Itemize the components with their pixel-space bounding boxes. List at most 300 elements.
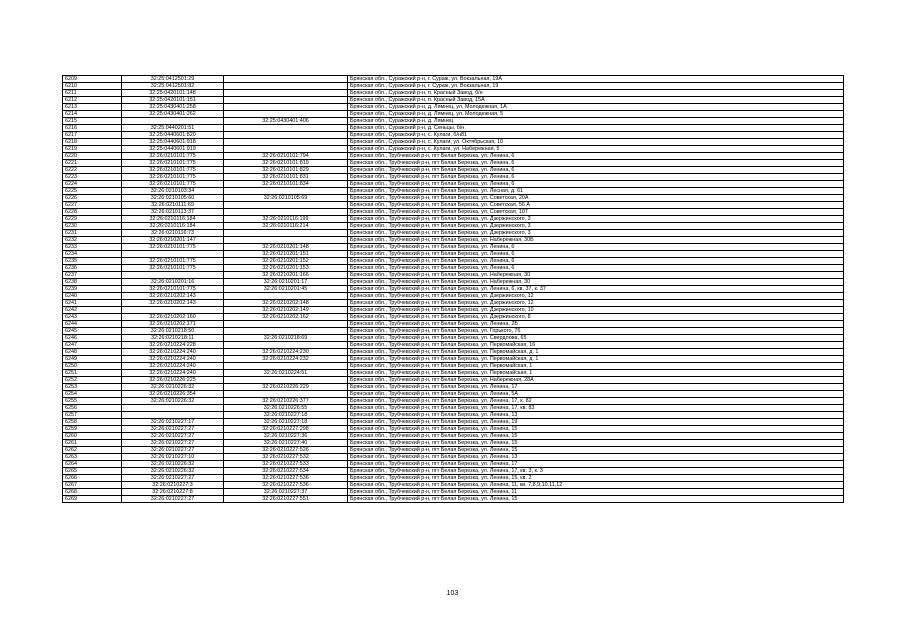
- object-cadastral-number-cell: 32:26:0210201:45: [224, 286, 348, 293]
- cadastral-number-cell: 32:26:0210226:32: [122, 461, 224, 468]
- row-number-cell: 6209: [63, 76, 122, 83]
- registry-table: [62, 75, 844, 503]
- object-cadastral-number-cell: 32:26:0210224:230: [224, 349, 348, 356]
- address-cell: Брянская обл., Трубчевский р-н, пгт Белая Березка, ул. Ленина, 15: [348, 496, 844, 503]
- address-cell: Брянская обл., Трубчевский р-н, пгт Белая Березка, ул. Ленина, 6: [348, 244, 844, 251]
- cadastral-number-cell: 32:26:0210101:775: [122, 265, 224, 272]
- address-cell: Брянская обл., Суражский р-н, д. Лямнец, ул. Молодежная, 5: [348, 111, 844, 118]
- cadastral-number-cell: 32:26:0210101:775: [122, 244, 224, 251]
- cadastral-number-cell: 32:26:0210116:73: [122, 230, 224, 237]
- object-cadastral-number-cell: [224, 132, 348, 139]
- address-cell: Брянская обл., Суражский р-н, г. Сураж, ул. Вокзальная, 19: [348, 83, 844, 90]
- address-cell: Брянская обл., Трубчевский р-н, пгт Белая Березка, ул. Ленина, 6, кв. 37, к. 37: [348, 286, 844, 293]
- object-cadastral-number-cell: 32:26:0210201:153: [224, 265, 348, 272]
- object-cadastral-number-cell: [224, 146, 348, 153]
- object-cadastral-number-cell: 32:26:0210227:18: [224, 419, 348, 426]
- object-cadastral-number-cell: [224, 328, 348, 335]
- cadastral-number-cell: 32:25:0440601:820: [122, 132, 224, 139]
- table-row: [63, 321, 844, 328]
- address-cell: Брянская обл., Трубчевский р-н, пгт Белая Березка, ул. Ленина, 15: [348, 447, 844, 454]
- row-number-cell: 6257: [63, 412, 122, 419]
- row-number-cell: 6224: [63, 181, 122, 188]
- cadastral-number-cell: 32:26:0210227:27: [122, 496, 224, 503]
- table-row: [63, 153, 844, 160]
- table-row: [63, 258, 844, 265]
- object-cadastral-number-cell: [224, 391, 348, 398]
- address-cell: Брянская обл., Суражский р-н, п. Красный Завод, 15А: [348, 97, 844, 104]
- object-cadastral-number-cell: 32:26:0210227:536: [224, 475, 348, 482]
- table-row: [63, 342, 844, 349]
- row-number-cell: 6253: [63, 384, 122, 391]
- row-number-cell: 6252: [63, 377, 122, 384]
- object-cadastral-number-cell: 32:26:0210101:829: [224, 167, 348, 174]
- address-cell: Брянская обл., Трубчевский р-н, пгт Белая Березка, ул. Ленина, 17, кв. 83: [348, 405, 844, 412]
- address-cell: Брянская обл., Трубчевский р-н, пгт Белая Березка, ул. Советская, 20А: [348, 195, 844, 202]
- row-number-cell: 6237: [63, 272, 122, 279]
- table-row: [63, 272, 844, 279]
- row-number-cell: 6214: [63, 111, 122, 118]
- address-cell: Брянская обл., Трубчевский р-н, пгт Белая Березка, ул. Лесная, д. 61: [348, 188, 844, 195]
- object-cadastral-number-cell: 32:26:0210201:17: [224, 279, 348, 286]
- cadastral-number-cell: 32:26:0210101:775: [122, 167, 224, 174]
- row-number-cell: 6217: [63, 132, 122, 139]
- table-row: [63, 412, 844, 419]
- table-row: [63, 90, 844, 97]
- object-cadastral-number-cell: 32:26:0210227:533: [224, 461, 348, 468]
- cadastral-number-cell: 32:25:0412501:29: [122, 76, 224, 83]
- object-cadastral-number-cell: [224, 237, 348, 244]
- table-row: [63, 482, 844, 489]
- cadastral-number-cell: 32:26:0210202:160: [122, 314, 224, 321]
- address-cell: Брянская обл., Трубчевский р-н, пгт Белая Березка, ул. Ленина, 17: [348, 384, 844, 391]
- cadastral-number-cell: 32:26:0210224:228: [122, 342, 224, 349]
- cadastral-number-cell: 32:25:0440601:919: [122, 146, 224, 153]
- row-number-cell: 6262: [63, 447, 122, 454]
- cadastral-number-cell: 32:26:0210224:240: [122, 356, 224, 363]
- address-cell: Брянская обл., Суражский р-н, с. Кулаги, ул. Октябрьская, 10: [348, 139, 844, 146]
- table-row: [63, 181, 844, 188]
- table-row: [63, 237, 844, 244]
- table-row: [63, 216, 844, 223]
- address-cell: Брянская обл., Трубчевский р-н, пгт Белая Березка, ул. Советская, 56 А: [348, 202, 844, 209]
- address-cell: Брянская обл., Трубчевский р-н, пгт Белая Березка, ул. Дзержинского, 12: [348, 300, 844, 307]
- object-cadastral-number-cell: [224, 342, 348, 349]
- object-cadastral-number-cell: 32:26:0210202:149: [224, 307, 348, 314]
- row-number-cell: 6215: [63, 118, 122, 125]
- row-number-cell: 6228: [63, 209, 122, 216]
- table-row: [63, 328, 844, 335]
- row-number-cell: 6267: [63, 482, 122, 489]
- address-cell: Брянская обл., Трубчевский р-н, пгт Белая Березка, ул. Ленина, 17, кв. 3, к. 3: [348, 468, 844, 475]
- row-number-cell: 6258: [63, 419, 122, 426]
- table-row: [63, 398, 844, 405]
- cadastral-number-cell: 32:25:0440201:51: [122, 125, 224, 132]
- cadastral-number-cell: 32:26:0210101:775: [122, 181, 224, 188]
- table-row: [63, 426, 844, 433]
- row-number-cell: 6236: [63, 265, 122, 272]
- row-number-cell: 6223: [63, 174, 122, 181]
- object-cadastral-number-cell: [224, 363, 348, 370]
- address-cell: Брянская обл., Суражский р-н, д. Лямнец: [348, 118, 844, 125]
- cadastral-number-cell: [122, 118, 224, 125]
- cadastral-number-cell: 32:25:0420101:148: [122, 90, 224, 97]
- address-cell: Брянская обл., Трубчевский р-н, пгт Белая Березка, ул. Дзержинского, 3: [348, 230, 844, 237]
- object-cadastral-number-cell: [224, 90, 348, 97]
- row-number-cell: 6235: [63, 258, 122, 265]
- row-number-cell: 6226: [63, 195, 122, 202]
- row-number-cell: 6255: [63, 398, 122, 405]
- object-cadastral-number-cell: 32:26:0210227:40: [224, 440, 348, 447]
- object-cadastral-number-cell: [224, 321, 348, 328]
- table-row: [63, 377, 844, 384]
- object-cadastral-number-cell: 32:26:0210202:162: [224, 314, 348, 321]
- table-row: [63, 461, 844, 468]
- row-number-cell: 6212: [63, 97, 122, 104]
- object-cadastral-number-cell: 32:26:0210227:551: [224, 496, 348, 503]
- table-row: [63, 160, 844, 167]
- table-row: [63, 363, 844, 370]
- object-cadastral-number-cell: [224, 104, 348, 111]
- cadastral-number-cell: 32:26:0210224:240: [122, 349, 224, 356]
- address-cell: Брянская обл., Трубчевский р-н, пгт Белая Березка, ул. Набережная, 28А: [348, 377, 844, 384]
- address-cell: Брянская обл., Суражский р-н, д. Сеньцы, б/н: [348, 125, 844, 132]
- row-number-cell: 6246: [63, 335, 122, 342]
- table-row: [63, 454, 844, 461]
- object-cadastral-number-cell: [224, 83, 348, 90]
- address-cell: Брянская обл., Трубчевский р-н, пгт Белая Березка, ул. Ленина, 13: [348, 454, 844, 461]
- address-cell: Брянская обл., Трубчевский р-н, пгт Белая Березка, ул. Дзержинского, 12: [348, 293, 844, 300]
- object-cadastral-number-cell: 32:26:0210201:151: [224, 251, 348, 258]
- table-row: [63, 118, 844, 125]
- row-number-cell: 6250: [63, 363, 122, 370]
- row-number-cell: 6234: [63, 251, 122, 258]
- cadastral-number-cell: 32:26:0210227:27: [122, 433, 224, 440]
- cadastral-number-cell: [122, 405, 224, 412]
- row-number-cell: 6245: [63, 328, 122, 335]
- cadastral-number-cell: 32:26:0210103:34: [122, 188, 224, 195]
- cadastral-number-cell: 32:25:0430401:258: [122, 104, 224, 111]
- cadastral-number-cell: 32:26:0210226:354: [122, 391, 224, 398]
- address-cell: Брянская обл., Трубчевский р-н, пгт Белая Березка, ул. Ленина, 15, кв. 2: [348, 475, 844, 482]
- cadastral-number-cell: 32:26:0210226:32: [122, 398, 224, 405]
- address-cell: Брянская обл., Трубчевский р-н, пгт Белая Березка, ул. Дзержинского, 8: [348, 314, 844, 321]
- object-cadastral-number-cell: 32:26:0210224:51: [224, 370, 348, 377]
- table-row: [63, 314, 844, 321]
- address-cell: Брянская обл., Трубчевский р-н, пгт Белая Березка, ул. Советская, 107: [348, 209, 844, 216]
- cadastral-number-cell: [122, 412, 224, 419]
- object-cadastral-number-cell: 32:26:0210101:819: [224, 160, 348, 167]
- object-cadastral-number-cell: 32:26:0210201:166: [224, 272, 348, 279]
- table-row: [63, 391, 844, 398]
- object-cadastral-number-cell: [224, 202, 348, 209]
- object-cadastral-number-cell: [224, 111, 348, 118]
- object-cadastral-number-cell: [224, 139, 348, 146]
- cadastral-number-cell: 32:25:0440601:918: [122, 139, 224, 146]
- object-cadastral-number-cell: 32:26:0210101:834: [224, 181, 348, 188]
- object-cadastral-number-cell: 32:26:0210101:831: [224, 174, 348, 181]
- cadastral-number-cell: 32:26:0210227:27: [122, 440, 224, 447]
- table-row: [63, 286, 844, 293]
- address-cell: Брянская обл., Суражский р-н, с. Кулаги, ул. Набережная, 5: [348, 146, 844, 153]
- address-cell: Брянская обл., Трубчевский р-н, пгт Белая Березка, ул. Первомайская, 1: [348, 370, 844, 377]
- address-cell: Брянская обл., Трубчевский р-н, пгт Белая Березка, ул. Дзержинского, 3: [348, 216, 844, 223]
- row-number-cell: 6216: [63, 125, 122, 132]
- table-row: [63, 279, 844, 286]
- cadastral-number-cell: 32:26:0210116:184: [122, 216, 224, 223]
- row-number-cell: 6230: [63, 223, 122, 230]
- table-row: [63, 349, 844, 356]
- cadastral-number-cell: 32:26:0210224:240: [122, 363, 224, 370]
- cadastral-number-cell: [122, 251, 224, 258]
- table-row: [63, 433, 844, 440]
- cadastral-number-cell: 32:26:0210202:171: [122, 321, 224, 328]
- object-cadastral-number-cell: [224, 293, 348, 300]
- address-cell: Брянская обл., Трубчевский р-н, пгт Белая Березка, ул. Ленина, 6: [348, 160, 844, 167]
- address-cell: Брянская обл., Трубчевский р-н, пгт Белая Березка, ул. Первомайская, 16: [348, 342, 844, 349]
- row-number-cell: 6211: [63, 90, 122, 97]
- object-cadastral-number-cell: [224, 76, 348, 83]
- table-row: [63, 468, 844, 475]
- address-cell: Брянская обл., Трубчевский р-н, пгт Белая Березка, ул. Ленина, 6: [348, 258, 844, 265]
- row-number-cell: 6256: [63, 405, 122, 412]
- object-cadastral-number-cell: 32:26:0210227:536: [224, 482, 348, 489]
- object-cadastral-number-cell: [224, 97, 348, 104]
- row-number-cell: 6249: [63, 356, 122, 363]
- object-cadastral-number-cell: 32:25:0430401:406: [224, 118, 348, 125]
- cadastral-number-cell: 32:26:0210227:3: [122, 482, 224, 489]
- table-row: [63, 405, 844, 412]
- cadastral-number-cell: 32:26:0210116:184: [122, 223, 224, 230]
- address-cell: Брянская обл., Трубчевский р-н, пгт Белая Березка, ул. Ленина, 2Б: [348, 321, 844, 328]
- cadastral-number-cell: 32:26:0210227:17: [122, 419, 224, 426]
- cadastral-number-cell: 32:26:0210227:10: [122, 454, 224, 461]
- cadastral-number-cell: 32:26:0210105:60: [122, 195, 224, 202]
- address-cell: Брянская обл., Трубчевский р-н, пгт Белая Березка, ул. Ленина, 6: [348, 167, 844, 174]
- object-cadastral-number-cell: 32:26:0210202:148: [224, 300, 348, 307]
- table-row: [63, 447, 844, 454]
- object-cadastral-number-cell: [224, 188, 348, 195]
- address-cell: Брянская обл., Трубчевский р-н, пгт Белая Березка, ул. Дзержинского, 3: [348, 223, 844, 230]
- address-cell: Брянская обл., Суражский р-н, п. Красный Завод, б/н: [348, 90, 844, 97]
- table-row: [63, 97, 844, 104]
- object-cadastral-number-cell: 32:26:0210224:232: [224, 356, 348, 363]
- cadastral-number-cell: 32:26:0210101:775: [122, 153, 224, 160]
- row-number-cell: 6244: [63, 321, 122, 328]
- address-cell: Брянская обл., Трубчевский р-н, пгт Белая Березка, ул. Ленина, 15: [348, 440, 844, 447]
- table-row: [63, 244, 844, 251]
- cadastral-number-cell: 32:26:0210226:32: [122, 468, 224, 475]
- row-number-cell: 6261: [63, 440, 122, 447]
- object-cadastral-number-cell: 32:26:0210101:794: [224, 153, 348, 160]
- address-cell: Брянская обл., Трубчевский р-н, пгт Белая Березка, ул. Ленина, 6: [348, 251, 844, 258]
- address-cell: Брянская обл., Трубчевский р-н, пгт Белая Березка, ул. Ленина, 11: [348, 489, 844, 496]
- table-row: [63, 419, 844, 426]
- cadastral-number-cell: 32:26:0210227:27: [122, 475, 224, 482]
- row-number-cell: 6232: [63, 237, 122, 244]
- address-cell: Брянская обл., Трубчевский р-н, пгт Белая Березка, ул. Ленина, 6: [348, 153, 844, 160]
- row-number-cell: 6251: [63, 370, 122, 377]
- table-row: [63, 356, 844, 363]
- address-cell: Брянская обл., Трубчевский р-н, пгт Белая Березка, ул. Набережная, 30: [348, 279, 844, 286]
- table-row: [63, 489, 844, 496]
- row-number-cell: 6219: [63, 146, 122, 153]
- row-number-cell: 6241: [63, 300, 122, 307]
- object-cadastral-number-cell: 32:26:0210227:532: [224, 454, 348, 461]
- row-number-cell: 6266: [63, 475, 122, 482]
- object-cadastral-number-cell: 32:26:0210218:69: [224, 335, 348, 342]
- table-row: [63, 202, 844, 209]
- address-cell: Брянская обл., Трубчевский р-н, пгт Белая Березка, ул. Первомайская, д. 1: [348, 349, 844, 356]
- table-row: [63, 307, 844, 314]
- row-number-cell: 6220: [63, 153, 122, 160]
- cadastral-number-cell: 32:26:0210227:8: [122, 489, 224, 496]
- table-row: [63, 230, 844, 237]
- row-number-cell: 6247: [63, 342, 122, 349]
- object-cadastral-number-cell: [224, 377, 348, 384]
- address-cell: Брянская обл., Трубчевский р-н, пгт Белая Березка, ул. Свердлова, 65: [348, 335, 844, 342]
- cadastral-number-cell: 32:26:0210101:775: [122, 258, 224, 265]
- table-row: [63, 83, 844, 90]
- object-cadastral-number-cell: 32:26:0210116:199: [224, 216, 348, 223]
- address-cell: Брянская обл., Трубчевский р-н, пгт Белая Березка, ул. Ленина, 15: [348, 426, 844, 433]
- table-row: [63, 300, 844, 307]
- table-row: [63, 384, 844, 391]
- table-row: [63, 335, 844, 342]
- address-cell: Брянская обл., Трубчевский р-н, пгт Белая Березка, ул. Горького, 76: [348, 328, 844, 335]
- object-cadastral-number-cell: 32:26:0210201:148: [224, 244, 348, 251]
- table-row: [63, 370, 844, 377]
- row-number-cell: 6269: [63, 496, 122, 503]
- cadastral-number-cell: [122, 272, 224, 279]
- table-row: [63, 251, 844, 258]
- table-row: [63, 209, 844, 216]
- cadastral-number-cell: 32:26:0210202:143: [122, 293, 224, 300]
- address-cell: Брянская обл., Трубчевский р-н, пгт Белая Березка, ул. Ленина, 11, кв. 7,8,9,10,11,12: [348, 482, 844, 489]
- address-cell: Брянская обл., Суражский р-н, г. Сураж, ул. Вокзальная, 19А: [348, 76, 844, 83]
- object-cadastral-number-cell: 32:26:0210227:36: [224, 433, 348, 440]
- cadastral-number-cell: 32:26:0210201:16: [122, 279, 224, 286]
- table-row: [63, 188, 844, 195]
- cadastral-number-cell: 32:26:0210218:50: [122, 328, 224, 335]
- address-cell: Брянская обл., Трубчевский р-н, пгт Белая Березка, ул. Ленина, 19: [348, 419, 844, 426]
- cadastral-number-cell: 32:26:0210101:775: [122, 174, 224, 181]
- address-cell: Брянская обл., Трубчевский р-н, пгт Белая Березка, ул. Первомайская, 1: [348, 363, 844, 370]
- table-row: [63, 440, 844, 447]
- cadastral-number-cell: 32:26:0210226:32: [122, 384, 224, 391]
- row-number-cell: 6263: [63, 454, 122, 461]
- cadastral-number-cell: 32:25:0412501:82: [122, 83, 224, 90]
- address-cell: Брянская обл., Трубчевский р-н, пгт Белая Березка, ул. Ленина, 6: [348, 265, 844, 272]
- table-row: [63, 496, 844, 503]
- cadastral-number-cell: 32:26:0210113:37: [122, 209, 224, 216]
- cadastral-number-cell: 32:26:0210226:225: [122, 377, 224, 384]
- row-number-cell: 6240: [63, 293, 122, 300]
- table-row: [63, 139, 844, 146]
- row-number-cell: 6213: [63, 104, 122, 111]
- row-number-cell: 6229: [63, 216, 122, 223]
- row-number-cell: 6225: [63, 188, 122, 195]
- table-row: [63, 125, 844, 132]
- address-cell: Брянская обл., Трубчевский р-н, пгт Белая Березка, ул. Набережная, 30: [348, 272, 844, 279]
- cadastral-number-cell: 32:26:0210202:143: [122, 300, 224, 307]
- registry-table-body: [63, 76, 844, 503]
- object-cadastral-number-cell: [224, 209, 348, 216]
- cadastral-number-cell: 32:26:0210218:11: [122, 335, 224, 342]
- row-number-cell: 6268: [63, 489, 122, 496]
- cadastral-number-cell: 32:26:0210227:27: [122, 447, 224, 454]
- address-cell: Брянская обл., Трубчевский р-н, пгт Белая Березка, ул. Набережная, 30Б: [348, 237, 844, 244]
- table-row: [63, 132, 844, 139]
- object-cadastral-number-cell: 32:26:0210105:69: [224, 195, 348, 202]
- table-row: [63, 174, 844, 181]
- row-number-cell: 6254: [63, 391, 122, 398]
- row-number-cell: 6239: [63, 286, 122, 293]
- table-row: [63, 223, 844, 230]
- cadastral-number-cell: [122, 307, 224, 314]
- table-row: [63, 195, 844, 202]
- table-row: [63, 265, 844, 272]
- row-number-cell: 6248: [63, 349, 122, 356]
- table-row: [63, 475, 844, 482]
- row-number-cell: 6210: [63, 83, 122, 90]
- object-cadastral-number-cell: 32:26:0210227:298: [224, 426, 348, 433]
- table-row: [63, 104, 844, 111]
- row-number-cell: 6227: [63, 202, 122, 209]
- cadastral-number-cell: 32:26:0210224:240: [122, 370, 224, 377]
- cadastral-number-cell: 32:26:0210101:775: [122, 286, 224, 293]
- object-cadastral-number-cell: 32:26:0210227:37: [224, 489, 348, 496]
- object-cadastral-number-cell: 32:26:0210226:55: [224, 405, 348, 412]
- row-number-cell: 6260: [63, 433, 122, 440]
- object-cadastral-number-cell: 32:26:0210201:152: [224, 258, 348, 265]
- row-number-cell: 6218: [63, 139, 122, 146]
- address-cell: Брянская обл., Суражский р-н, с. Кулаги, б/н81: [348, 132, 844, 139]
- page-number: 103: [446, 590, 459, 597]
- object-cadastral-number-cell: 32:26:0210226:377: [224, 398, 348, 405]
- address-cell: Брянская обл., Суражский р-н, д. Лямнец, ул. Молодежная, 1А: [348, 104, 844, 111]
- table-row: [63, 76, 844, 83]
- cadastral-number-cell: 32:26:0210227:27: [122, 426, 224, 433]
- object-cadastral-number-cell: 32:26:0210116:214: [224, 223, 348, 230]
- cadastral-number-cell: 32:25:0430401:262: [122, 111, 224, 118]
- object-cadastral-number-cell: 32:26:0210227:18: [224, 412, 348, 419]
- address-cell: Брянская обл., Трубчевский р-н, пгт Белая Березка, ул. Ленина, 17, к. 82: [348, 398, 844, 405]
- address-cell: Брянская обл., Трубчевский р-н, пгт Белая Березка, ул. Ленина, 6: [348, 181, 844, 188]
- object-cadastral-number-cell: [224, 125, 348, 132]
- object-cadastral-number-cell: [224, 230, 348, 237]
- cadastral-number-cell: 32:26:0210101:775: [122, 160, 224, 167]
- address-cell: Брянская обл., Трубчевский р-н, пгт Белая Березка, ул. Ленина, 15: [348, 433, 844, 440]
- address-cell: Брянская обл., Трубчевский р-н, пгт Белая Березка, ул. Ленина, 5А: [348, 391, 844, 398]
- object-cadastral-number-cell: 32:26:0210227:534: [224, 468, 348, 475]
- table-row: [63, 146, 844, 153]
- row-number-cell: 6243: [63, 314, 122, 321]
- row-number-cell: 6222: [63, 167, 122, 174]
- table-row: [63, 167, 844, 174]
- cadastral-number-cell: 32:26:0210201:147: [122, 237, 224, 244]
- address-cell: Брянская обл., Трубчевский р-н, пгт Белая Березка, ул. Ленина, 17: [348, 461, 844, 468]
- address-cell: Брянская обл., Трубчевский р-н, пгт Белая Березка, ул. Первомайская, д. 1: [348, 356, 844, 363]
- row-number-cell: 6264: [63, 461, 122, 468]
- row-number-cell: 6265: [63, 468, 122, 475]
- address-cell: Брянская обл., Трубчевский р-н, пгт Белая Березка, ул. Дзержинского, 10: [348, 307, 844, 314]
- row-number-cell: 6221: [63, 160, 122, 167]
- cadastral-number-cell: 32:26:0210111:69: [122, 202, 224, 209]
- cadastral-number-cell: 32:25:0420101:151: [122, 97, 224, 104]
- table-row: [63, 111, 844, 118]
- row-number-cell: 6231: [63, 230, 122, 237]
- table-row: [63, 293, 844, 300]
